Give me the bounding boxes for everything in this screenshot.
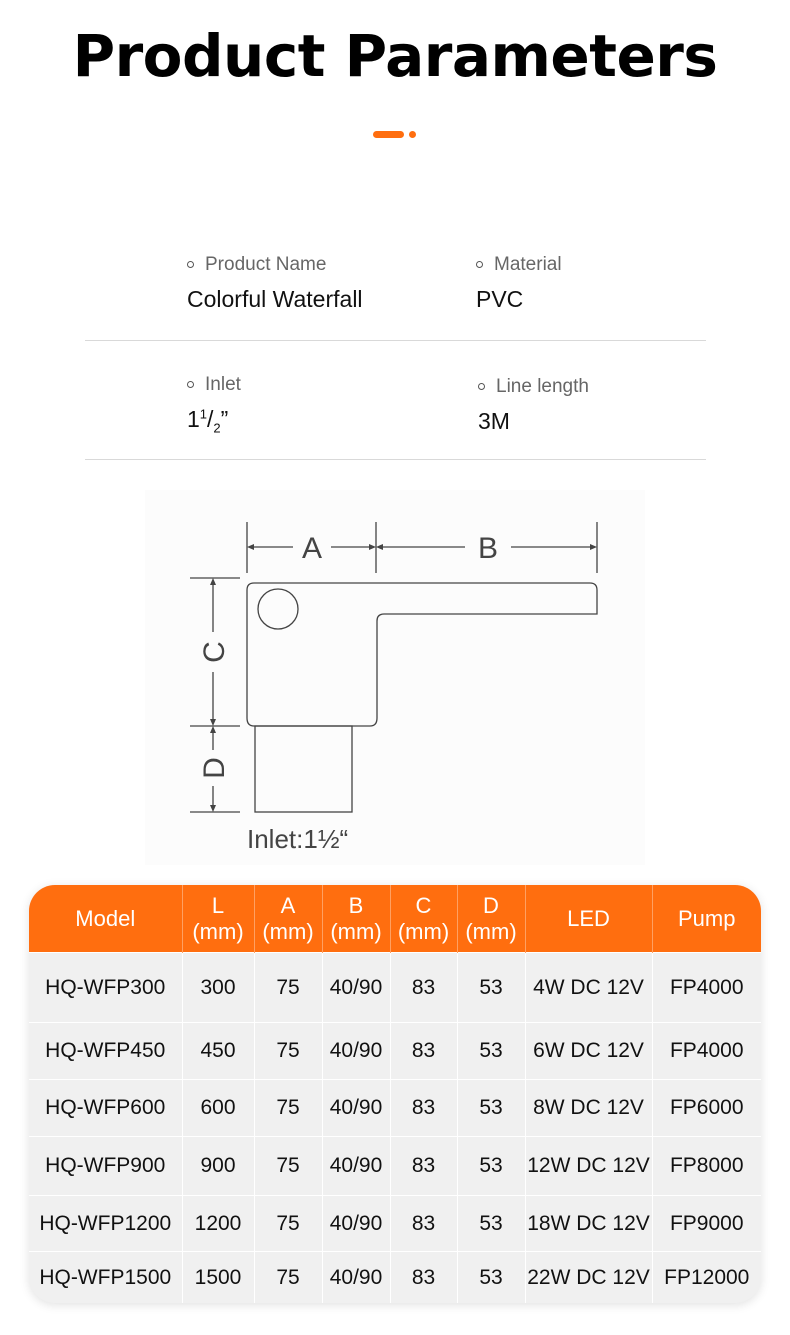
spec-section xyxy=(85,222,706,460)
table-body xyxy=(29,953,761,1304)
table-cell: 4W DC 12V xyxy=(525,953,652,1023)
table-cell: 83 xyxy=(390,953,457,1023)
spec-row xyxy=(85,341,706,460)
bullet-icon xyxy=(478,383,485,390)
table-cell: 1200 xyxy=(182,1196,254,1252)
table-cell: 40/90 xyxy=(322,953,390,1023)
table-cell: HQ-WFP300 xyxy=(29,953,182,1023)
table-cell: 8W DC 12V xyxy=(525,1080,652,1137)
table-cell: HQ-WFP1500 xyxy=(29,1252,182,1304)
table-row xyxy=(29,1252,761,1304)
table-cell: HQ-WFP900 xyxy=(29,1137,182,1196)
table-cell: 12W DC 12V xyxy=(525,1137,652,1196)
table-cell: 18W DC 12V xyxy=(525,1196,652,1252)
table-cell: 75 xyxy=(254,953,322,1023)
table-header-row xyxy=(29,885,761,953)
table-cell: HQ-WFP600 xyxy=(29,1080,182,1137)
bullet-icon xyxy=(187,381,194,388)
inlet-pipe xyxy=(255,726,352,812)
table-cell: 83 xyxy=(390,1023,457,1080)
table-row xyxy=(29,953,761,1023)
waterfall-outline xyxy=(247,583,597,726)
column-header: L (mm) xyxy=(182,885,254,953)
table-cell: 300 xyxy=(182,953,254,1023)
table-cell: 40/90 xyxy=(322,1080,390,1137)
spec-label: Inlet xyxy=(205,374,241,395)
table-cell: 53 xyxy=(457,1252,525,1304)
spec-label: Line length xyxy=(496,376,589,397)
table-cell: HQ-WFP1200 xyxy=(29,1196,182,1252)
accent-dot xyxy=(409,131,416,138)
table-cell: 53 xyxy=(457,1023,525,1080)
table-cell: 53 xyxy=(457,1137,525,1196)
table-cell: 53 xyxy=(457,1080,525,1137)
table-cell: HQ-WFP450 xyxy=(29,1023,182,1080)
spec-value: 3M xyxy=(478,408,510,434)
table-row xyxy=(29,1080,761,1137)
spec-inlet xyxy=(187,374,241,436)
spec-value: $1^1/_2$” xyxy=(187,406,229,436)
table-cell: 1500 xyxy=(182,1252,254,1304)
table-cell: 22W DC 12V xyxy=(525,1252,652,1304)
column-header: A (mm) xyxy=(254,885,322,953)
column-header: LED xyxy=(525,885,652,953)
table-cell: 40/90 xyxy=(322,1023,390,1080)
table-cell: FP8000 xyxy=(652,1137,761,1196)
accent-bar xyxy=(373,131,404,138)
table-cell: 900 xyxy=(182,1137,254,1196)
spec-line-length xyxy=(478,376,589,435)
table-cell: 53 xyxy=(457,1196,525,1252)
table-cell: 6W DC 12V xyxy=(525,1023,652,1080)
diagram-caption: Inlet:1½“ xyxy=(247,824,349,854)
table-cell: 75 xyxy=(254,1196,322,1252)
bullet-icon xyxy=(187,261,194,268)
table-cell: 53 xyxy=(457,953,525,1023)
table-header xyxy=(29,885,761,953)
spec-value: Colorful Waterfall xyxy=(187,286,363,312)
spec-material xyxy=(476,254,562,313)
column-header: D (mm) xyxy=(457,885,525,953)
table-cell: 40/90 xyxy=(322,1252,390,1304)
table-cell: 83 xyxy=(390,1080,457,1137)
table-cell: FP12000 xyxy=(652,1252,761,1304)
spec-label: Product Name xyxy=(205,254,327,275)
dimension-label-a: A xyxy=(301,532,323,565)
table-cell: 600 xyxy=(182,1080,254,1137)
spec-label: Material xyxy=(494,254,562,275)
dimension-diagram xyxy=(145,490,645,865)
table-row xyxy=(29,1196,761,1252)
table-cell: 75 xyxy=(254,1137,322,1196)
table-cell: 75 xyxy=(254,1023,322,1080)
table-cell: FP9000 xyxy=(652,1196,761,1252)
bullet-icon xyxy=(476,261,483,268)
page-title: Product Parameters xyxy=(72,22,718,90)
table-cell: FP4000 xyxy=(652,953,761,1023)
spec-value: PVC xyxy=(476,286,524,312)
parameters-table xyxy=(29,885,761,1303)
column-header: C (mm) xyxy=(390,885,457,953)
column-header: B (mm) xyxy=(322,885,390,953)
table-cell: FP6000 xyxy=(652,1080,761,1137)
table-cell: 83 xyxy=(390,1137,457,1196)
table-cell: 40/90 xyxy=(322,1196,390,1252)
table-cell: 83 xyxy=(390,1252,457,1304)
spec-product-name xyxy=(187,254,363,313)
column-header: Pump xyxy=(652,885,761,953)
column-header: Model xyxy=(29,885,182,953)
dimension-label-b: B xyxy=(477,532,499,565)
table-cell: 83 xyxy=(390,1196,457,1252)
table-cell: 40/90 xyxy=(322,1137,390,1196)
dimension-label-c: C xyxy=(198,641,231,663)
spec-row xyxy=(85,222,706,341)
table-cell: 450 xyxy=(182,1023,254,1080)
table-row xyxy=(29,1023,761,1080)
table-row xyxy=(29,1137,761,1196)
inlet-hole xyxy=(258,589,298,629)
table-cell: 75 xyxy=(254,1252,322,1304)
dimension-drawing xyxy=(145,490,645,865)
dimension-label-d: D xyxy=(198,757,231,779)
table-cell: 75 xyxy=(254,1080,322,1137)
table-cell: FP4000 xyxy=(652,1023,761,1080)
